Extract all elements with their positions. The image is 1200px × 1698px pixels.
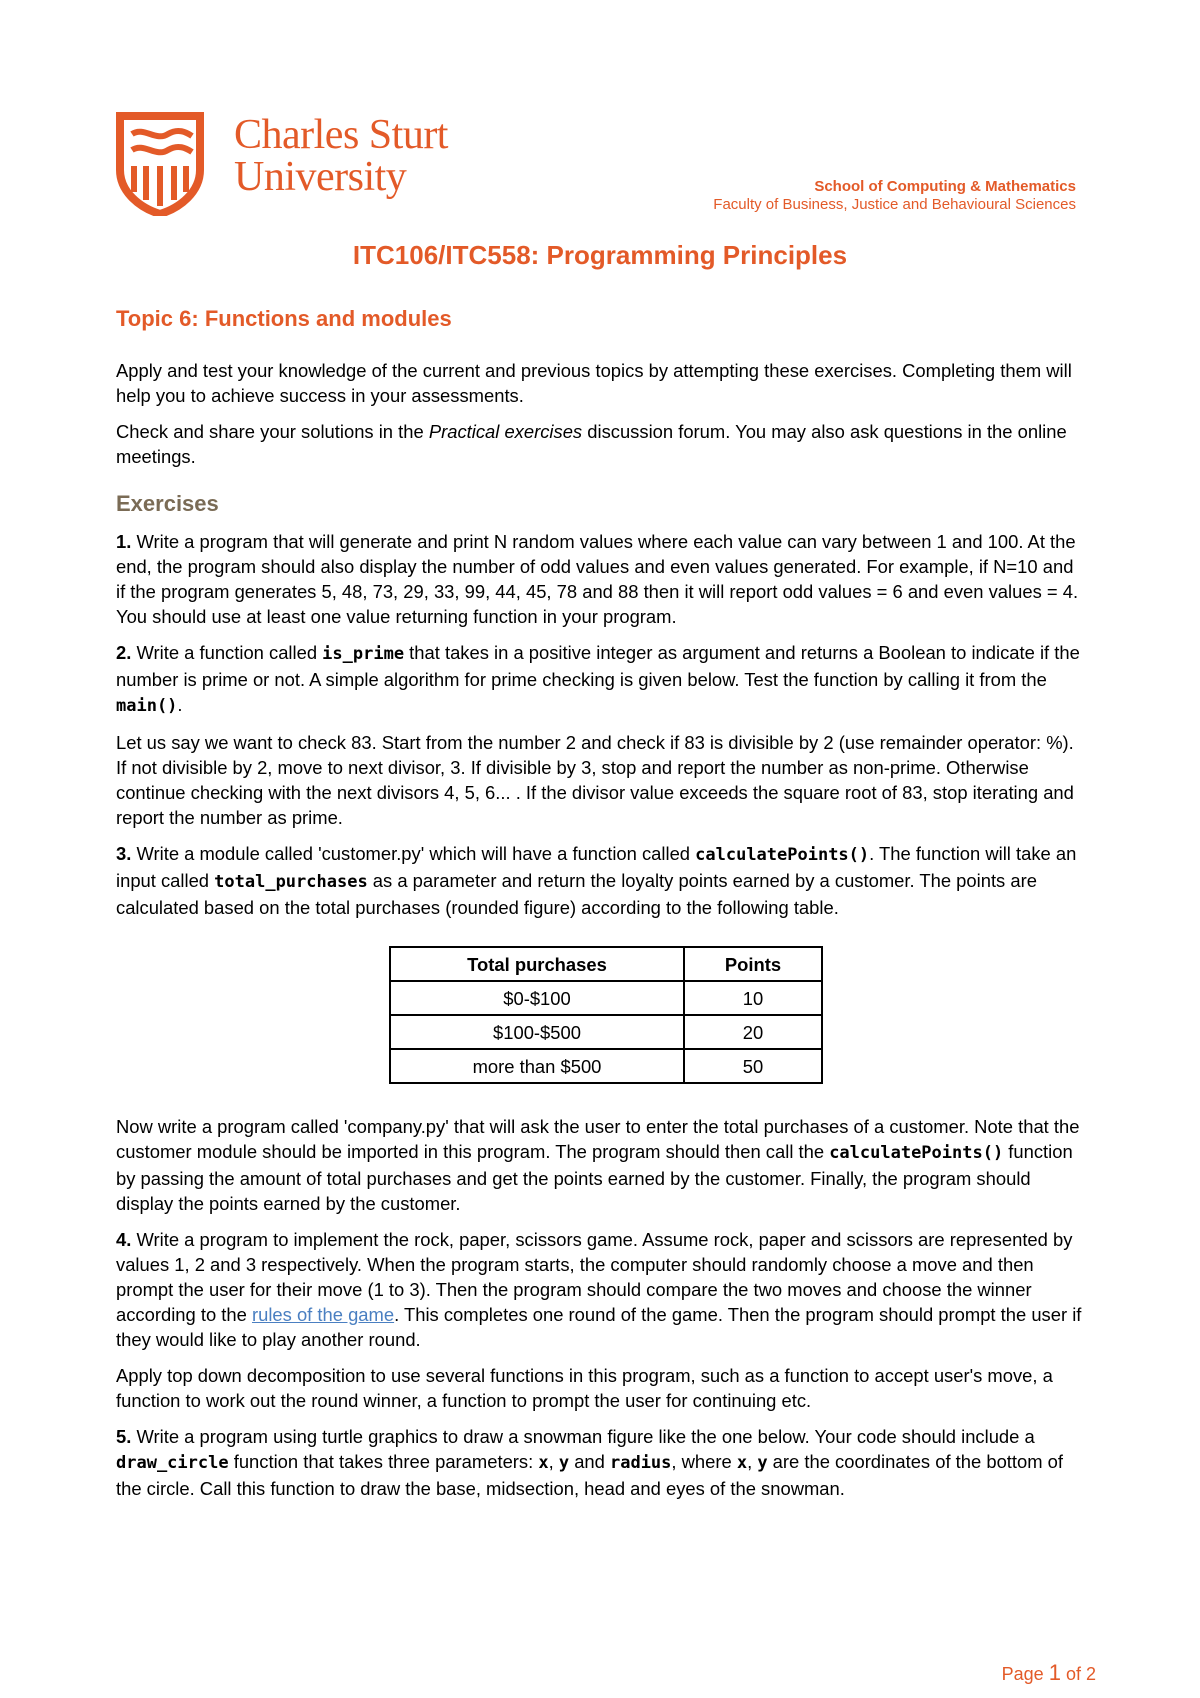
logo-line-2: University [234, 154, 407, 200]
current-page: 1 [1048, 1660, 1061, 1685]
logo-wordmark [234, 114, 448, 198]
code-radius: radius [609, 1453, 672, 1473]
code-x: x [736, 1453, 748, 1473]
table-row [390, 981, 822, 1015]
intro-paragraph-1: Apply and test your knowledge of the current and previous topics by attempting these exercises. Completing them will help you to achieve success in your assessments. [116, 360, 1072, 406]
table-header-row [390, 947, 822, 981]
exercise-4-part-2: Apply top down decomposition to use several functions in this program, such as a function to accept user's move, a function to work out the round winner, a function to prompt the user for continuing etc. [116, 1365, 1053, 1411]
school-info [713, 178, 1076, 214]
exercise-number: 3. [116, 843, 132, 864]
exercise-1: 1. Write a program that will generate and print N random values where each value can vary between 1 and 100. At the end, the program should also display the number of odd values and even values generated. For example, if N=10 and if the program generates 5, 48, 73, 29, 33, 99, 44, 45, 78 and 88 then it will report odd values = 6 and even values = 4. You should use at least one value returning function in your program. [116, 531, 1079, 627]
topic-title: Topic 6: Functions and modules [116, 306, 452, 331]
table-cell: $0-$100 [390, 981, 684, 1015]
exercises-heading: Exercises [116, 491, 219, 516]
intro-paragraph-2: Check and share your solutions in the Practical exercises discussion forum. You may also ask questions in the online meetings. [116, 421, 1067, 467]
exercise-number: 5. [116, 1426, 132, 1447]
code-is-prime: is_prime [322, 644, 405, 664]
exercise-number: 1. [116, 531, 132, 552]
code-y: y [757, 1453, 768, 1473]
table-cell: 10 [684, 981, 822, 1015]
code-total-purchases: total_purchases [214, 872, 368, 892]
table-cell: more than $500 [390, 1049, 684, 1083]
exercise-2: 2. Write a function called is_prime that takes in a positive integer as argument and returns a Boolean to indicate if the number is prime or not. A simple algorithm for prime checking is given below. Test the function by calling it from the main(). [116, 642, 1080, 716]
logo-line-1: Charles Sturt [234, 112, 448, 158]
exercise-3: 3. Write a module called 'customer.py' which will have a function called calculatePoints(). The function will take an input called total_purchases as a parameter and return the loyalty points earned by a customer. The points are calculated based on the total purchases (rounded figure) according to the following table. [116, 843, 1077, 918]
code-x: x [538, 1453, 549, 1473]
exercise-number: 2. [116, 642, 132, 663]
forum-name: Practical exercises [428, 421, 583, 442]
code-y: y [558, 1453, 570, 1473]
course-title: ITC106/ITC558: Programming Principles [352, 240, 848, 270]
table-cell: $100-$500 [390, 1015, 684, 1049]
code-main: main() [116, 696, 178, 716]
exercise-number: 4. [116, 1229, 132, 1250]
points-table [389, 946, 823, 1084]
school-name: School of Computing & Mathematics [814, 178, 1076, 195]
table-row [390, 1049, 822, 1083]
document-body [116, 304, 1084, 1512]
university-logo [116, 112, 476, 212]
exercise-5: 5. Write a program using turtle graphics to draw a snowman figure like the one below. Your code should include a draw_circle function that takes three parameters: x, y and radius, where x, y are the coordinates of the bottom of the circle. Call this function to draw the base, midsection, head and eyes of the snowman. [116, 1426, 1064, 1499]
table-header: Points [684, 947, 822, 981]
table-cell: 20 [684, 1015, 822, 1049]
code-calculate-points: calculatePoints() [695, 845, 870, 865]
table-cell: 50 [684, 1049, 822, 1083]
table-row [390, 1015, 822, 1049]
exercise-3-part-2: Now write a program called 'company.py' that will ask the user to enter the total purchases of a customer. Note that the customer module should be imported in this program. The program should then call the calculatePoints() function by passing the amount of total purchases and get the points earned by the customer. Finally, the program should display the points earned by the customer. [116, 1116, 1080, 1214]
code-calculate-points: calculatePoints() [829, 1143, 1004, 1163]
page-number: Page 1 of 2 [1001, 1660, 1096, 1685]
crest-icon [116, 112, 204, 216]
rules-of-the-game-link[interactable]: rules of the game [251, 1304, 395, 1325]
table-header: Total purchases [390, 947, 684, 981]
exercise-4: 4. Write a program to implement the rock, paper, scissors game. Assume rock, paper and scissors are represented by values 1, 2 and 3 respectively. When the program starts, the computer should randomly choose a move and then prompt the user for their move (1 to 3). Then the program should compare the two moves and choose the winner according to the rules of the game. This completes one round of the game. Then the program should prompt the user if they would like to play another round. [116, 1229, 1082, 1350]
faculty-name: Faculty of Business, Justice and Behavioural Sciences [713, 196, 1076, 213]
code-draw-circle: draw_circle [116, 1453, 229, 1473]
exercise-2-algorithm: Let us say we want to check 83. Start from the number 2 and check if 83 is divisible by 2 (use remainder operator: %). If not divisible by 2, move to next divisor, 3. If divisible by 3, stop and report the number as non-prime. Otherwise continue checking with the next divisors 4, 5, 6... . If the divisor value exceeds the square root of 83, stop iterating and report the number as prime. [116, 732, 1074, 828]
